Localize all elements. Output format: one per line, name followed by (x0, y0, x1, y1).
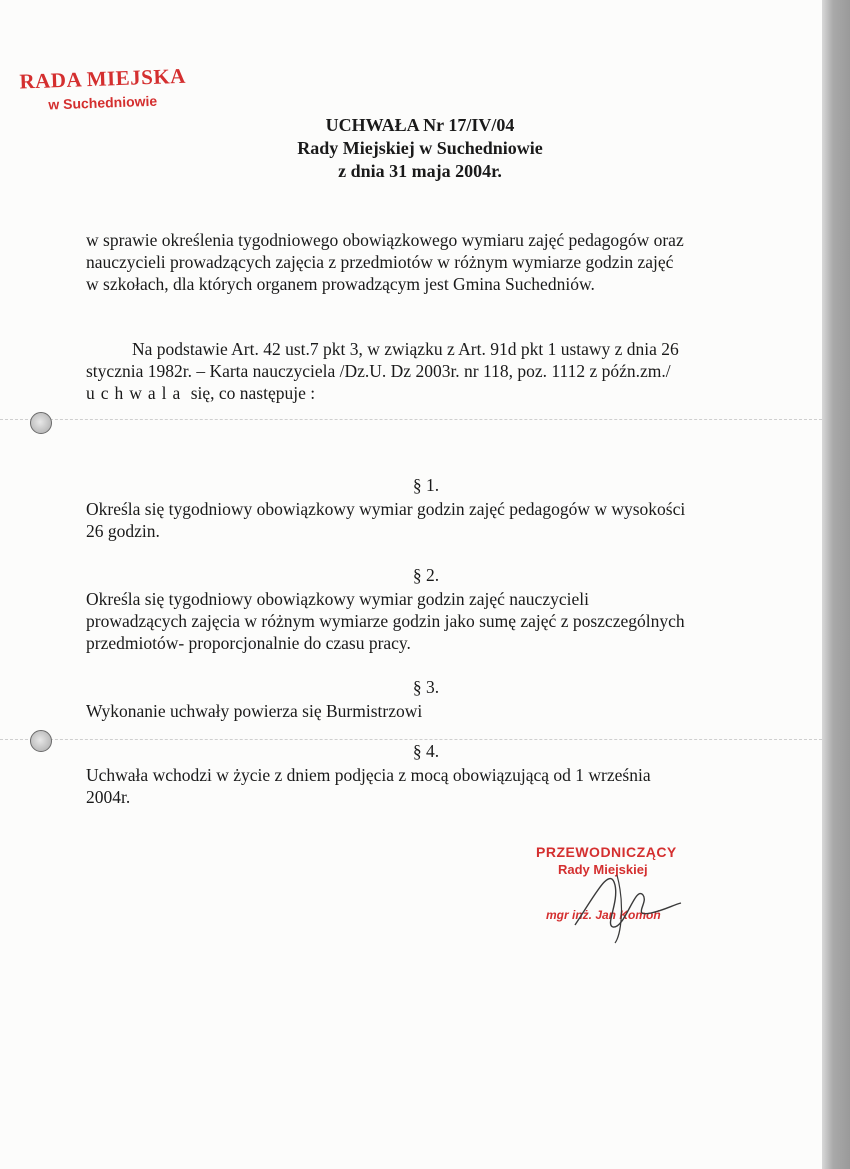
section-line: Wykonanie uchwały powierza się Burmistrzowi (86, 701, 423, 721)
section-line: 2004r. (86, 787, 131, 807)
council-stamp-line1: RADA MIEJSKA (19, 63, 187, 94)
section-number: § 4. (412, 741, 440, 761)
title-line1: UCHWAŁA Nr 17/IV/04 (325, 115, 515, 135)
council-stamp-line2: w Suchedniowie (48, 92, 158, 113)
punch-hole (30, 730, 52, 752)
title-line3: z dnia 31 maja 2004r. (338, 161, 502, 181)
fold-line (0, 419, 822, 420)
section-line: Uchwała wchodzi w życie z dniem podjęcia z mocą obowiązującą od 1 września (86, 765, 651, 785)
section-line: prowadzących zajęcia w różnym wymiarze godzin jako sumę zajęć z poszczególnych (86, 611, 685, 631)
subject-line: w sprawie określenia tygodniowego obowiązkowego wymiaru zajęć pedagogów oraz (86, 230, 684, 250)
subject-line: nauczycieli prowadzących zajęcia z przedmiotów w różnym wymiarze godzin zajęć (86, 252, 674, 272)
section-number: § 1. (412, 475, 440, 495)
section-2 (86, 564, 766, 654)
resolves-word: uchwala (86, 383, 187, 403)
chairman-stamp-line3: mgr inż. Jan Komoń (546, 908, 661, 922)
basis-line: stycznia 1982r. – Karta nauczyciela /Dz.U. Dz 2003r. nr 118, poz. 1112 z późn.zm./ (86, 361, 671, 381)
resolution-title (200, 114, 640, 183)
section-line: 26 godzin. (86, 521, 160, 541)
subject-line: w szkołach, dla których organem prowadzącym jest Gmina Suchedniów. (86, 274, 595, 294)
section-1 (86, 474, 766, 542)
section-3 (86, 676, 766, 722)
basis-line-rest: się, co następuje : (186, 383, 316, 403)
chairman-stamp-line1: PRZEWODNICZĄCY (536, 844, 677, 860)
basis-line: Na podstawie Art. 42 ust.7 pkt 3, w związku z Art. 91d pkt 1 ustawy z dnia 26 (132, 339, 679, 359)
scanner-edge (822, 0, 850, 1169)
legal-basis (86, 338, 766, 404)
section-line: Określa się tygodniowy obowiązkowy wymiar godzin zajęć nauczycieli (86, 589, 589, 609)
basis-line (86, 382, 766, 404)
section-line: Określa się tygodniowy obowiązkowy wymiar godzin zajęć pedagogów w wysokości (86, 499, 686, 519)
council-stamp (19, 63, 221, 126)
section-number: § 3. (412, 677, 440, 697)
section-4 (86, 740, 766, 808)
section-line: przedmiotów- proporcjonalnie do czasu pracy. (86, 633, 411, 653)
resolution-subject (86, 229, 766, 295)
punch-hole (30, 412, 52, 434)
handwritten-signature (555, 855, 695, 945)
section-number: § 2. (412, 565, 440, 585)
title-line2: Rady Miejskiej w Suchedniowie (297, 138, 543, 158)
chairman-stamp-line2: Rady Miejskiej (558, 862, 648, 877)
